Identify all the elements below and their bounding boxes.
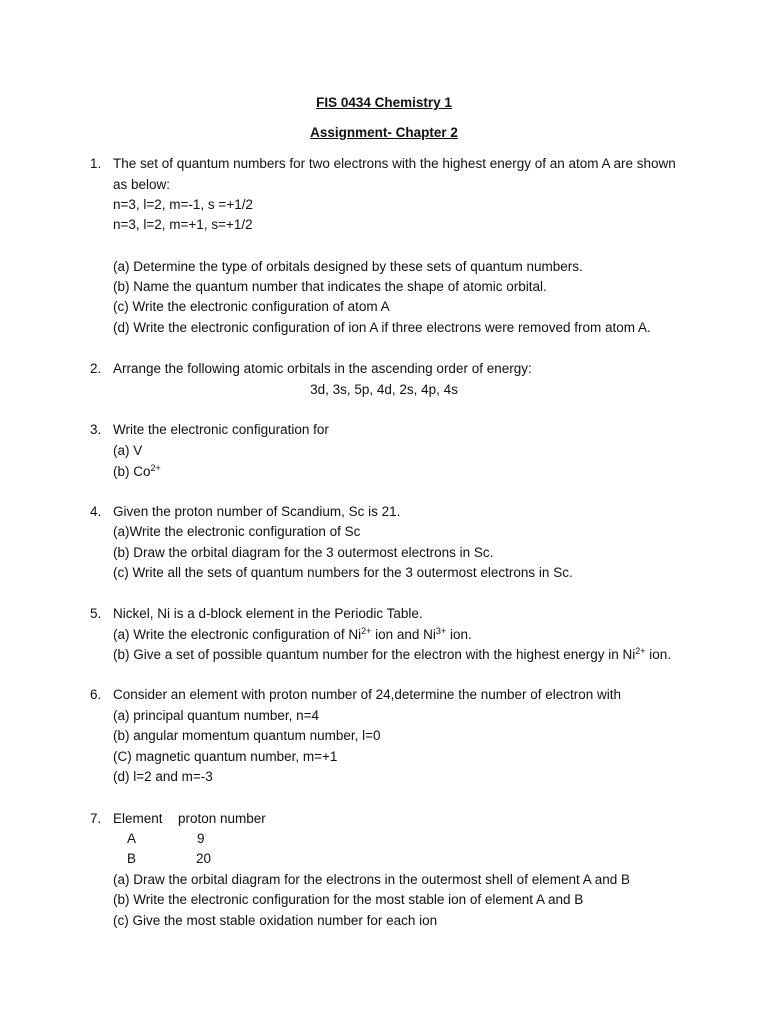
question-number: 3. [90,422,102,437]
sub-question-a-text: (a) Write the electronic configuration of Ni [113,627,362,642]
sub-question-b-text: (b) Co [113,464,151,479]
proton-value: 9 [197,831,205,846]
sub-question-b-text: (b) Give a set of possible quantum number for the electron with the highest energy in Ni [113,647,636,662]
question-text: Arrange the following atomic orbitals in the ascending order of energy: [113,361,532,376]
sub-question-c: (c) Write the electronic configuration of atom A [113,299,390,314]
orbital-list: 3d, 3s, 5p, 4d, 2s, 4p, 4s [310,382,458,397]
sub-question-a: (a)Write the electronic configuration of Sc [113,524,361,539]
sub-question-d: (d) l=2 and m=-3 [113,769,213,784]
column-header-element: Element [113,811,163,826]
element-label: A [127,831,137,846]
sub-question-a: (a) principal quantum number, n=4 [113,708,319,723]
question-number: 7. [90,811,102,826]
sub-question-b [113,464,161,479]
charge-superscript: 2+ [150,463,161,473]
question-text: Write the electronic configuration for [113,422,329,437]
charge-superscript: 2+ [361,626,372,636]
sub-question-b: (b) angular momentum quantum number, l=0 [113,728,381,743]
sub-question-b: (b) Name the quantum number that indicates the shape of atomic orbital. [113,279,547,294]
sub-question-b: (b) Draw the orbital diagram for the 3 outermost electrons in Sc. [113,545,494,560]
sub-question-b: (b) Write the electronic configuration for the most stable ion of element A and B [113,892,584,907]
column-header-proton: proton number [178,811,266,826]
proton-value: 20 [196,851,212,866]
course-title: FIS 0434 Chemistry 1 [316,95,452,110]
sub-question-c: (C) magnetic quantum number, m=+1 [113,749,338,764]
question-number: 1. [90,156,102,171]
question-text: Nickel, Ni is a d-block element in the Periodic Table. [113,606,423,621]
sub-question-c: (c) Give the most stable oxidation number for each ion [113,913,438,928]
sub-question-b [113,647,671,662]
question-number: 2. [90,361,102,376]
question-text: Given the proton number of Scandium, Sc is 21. [113,504,401,519]
assignment-title: Assignment- Chapter 2 [310,125,458,140]
question-number: 5. [90,606,102,621]
charge-superscript: 3+ [435,626,447,636]
sub-question-d: (d) Write the electronic configuration of ion A if three electrons were removed from atom A. [113,320,651,335]
question-number: 6. [90,687,102,702]
sub-question-a: (a) V [113,443,143,458]
sub-question-a [113,627,472,642]
charge-superscript: 2+ [635,646,646,656]
sub-question-a: (a) Determine the type of orbitals designed by these sets of quantum numbers. [113,259,583,274]
question-text: The set of quantum numbers for two electrons with the highest energy of an atom A are shown [113,156,676,171]
sub-question-a-text: ion and Ni [371,627,436,642]
quantum-set: n=3, l=2, m=+1, s=+1/2 [113,217,253,232]
question-text: Consider an element with proton number of 24,determine the number of electron with [113,687,622,702]
sub-question-a: (a) Draw the orbital diagram for the electrons in the outermost shell of element A and B [113,872,631,887]
sub-question-b-text: ion. [645,647,672,662]
sub-question-c: (c) Write all the sets of quantum numbers for the 3 outermost electrons in Sc. [113,565,573,580]
sub-question-a-text: ion. [446,627,472,642]
quantum-set: n=3, l=2, m=-1, s =+1/2 [113,197,253,212]
question-text: as below: [113,177,171,192]
element-label: B [127,851,137,866]
question-number: 4. [90,504,102,519]
